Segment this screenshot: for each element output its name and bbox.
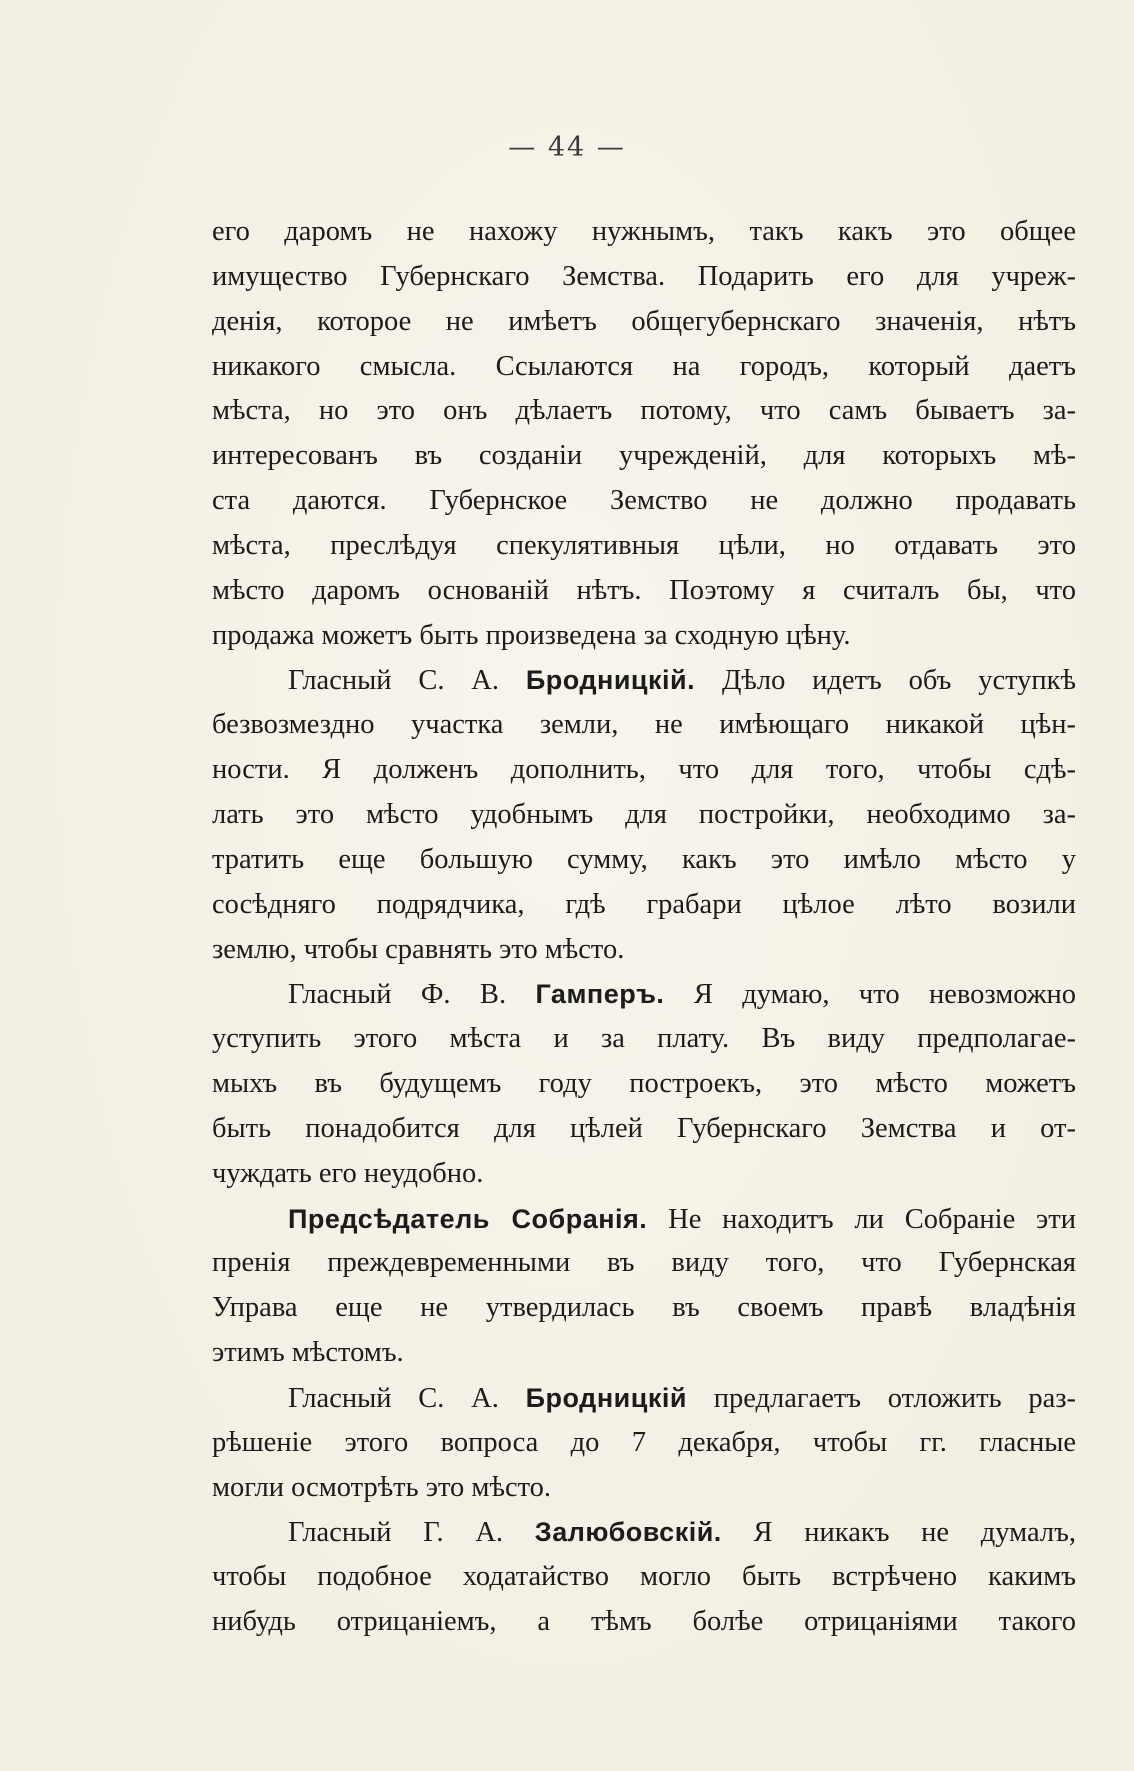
page-number: — 44 — — [508, 132, 626, 163]
text-line: интересованъ въ созданіи учрежденій, для которыхъ мѣ- — [212, 440, 1076, 472]
text-line: мыхъ въ будущемъ году построекъ, это мѣсто можетъ — [212, 1068, 1076, 1100]
text-line: продажа можетъ быть произведена за сходную цѣну. — [212, 619, 851, 651]
speech-text: Дѣло идетъ объ уступкѣ — [721, 665, 1077, 697]
speech-line — [212, 1197, 1076, 1242]
text-line: сосѣдняго подрядчика, гдѣ грабари цѣлое лѣто возили — [212, 888, 1076, 920]
text-line: Управа еще не утвердилась въ своемъ правѣ владѣнія — [212, 1292, 1076, 1324]
speech-text: Я думаю, что невозможно — [693, 979, 1077, 1011]
text-line: ста даются. Губернское Земство не должно продавать — [212, 485, 1076, 517]
text-line: мѣста, преслѣдуя спекулятивныя цѣли, но отдавать это — [212, 529, 1076, 561]
speaker-name: Бродницкій — [525, 1382, 687, 1413]
speaker-prefix: Гласный С. А. — [288, 1382, 499, 1414]
speech-line — [212, 972, 1076, 1017]
speaker-prefix: Гласный С. А. — [288, 665, 500, 697]
text-line: рѣшеніе этого вопроса до 7 декабря, чтобы гг. гласные — [212, 1426, 1076, 1458]
speaker-prefix: Гласный Ф. В. — [288, 979, 507, 1011]
text-line: лать это мѣсто удобнымъ для постройки, необходимо за- — [212, 798, 1076, 830]
speech-text: предлагаетъ отложить раз- — [713, 1382, 1076, 1414]
text-line: никакого смысла. Ссылаются на городъ, который даетъ — [212, 350, 1076, 382]
text-line: могли осмотрѣть это мѣсто. — [212, 1471, 552, 1503]
speech-line — [212, 1376, 1076, 1421]
speech-line — [212, 1510, 1076, 1555]
text-line: мѣсто даромъ основаній нѣтъ. Поэтому я считалъ бы, что — [212, 574, 1076, 606]
speech-text: Я никакъ не думалъ, — [753, 1517, 1076, 1549]
text-line: мѣста, но это онъ дѣлаетъ потому, что самъ бываетъ за- — [212, 395, 1076, 427]
text-line: его даромъ не нахожу нужнымъ, такъ какъ это общее — [212, 216, 1076, 247]
text-line: этимъ мѣстомъ. — [212, 1337, 404, 1369]
text-line: тратить еще большую сумму, какъ это имѣло мѣсто у — [212, 843, 1076, 875]
speaker-prefix: Гласный Г. А. — [288, 1517, 504, 1549]
speaker-name: Предсѣдатель Собранія. — [288, 1203, 648, 1234]
text-line: денія, которое не имѣетъ общегубернскаго значенія, нѣтъ — [212, 305, 1076, 337]
speech-line — [212, 658, 1076, 703]
text-line: быть понадобится для цѣлей Губернскаго Земства и от- — [212, 1112, 1076, 1144]
speech-text: Не находитъ ли Собраніе эти — [668, 1203, 1076, 1235]
text-line: уступить этого мѣста и за плату. Въ виду предполагае- — [212, 1023, 1076, 1055]
text-line: чтобы подобное ходатайство могло быть встрѣчено какимъ — [212, 1561, 1076, 1593]
text-line: чуждать его неудобно. — [212, 1157, 484, 1189]
text-line: ности. Я долженъ дополнить, что для того, чтобы сдѣ- — [212, 754, 1076, 786]
speaker-name: Гамперъ. — [535, 979, 665, 1010]
body-text — [212, 210, 1076, 1645]
text-line: имущество Губернскаго Земства. Подарить его для учреж- — [212, 260, 1076, 292]
text-line: нибудь отрицаніемъ, а тѣмъ болѣе отрицаніями такого — [212, 1606, 1076, 1638]
speaker-name: Залюбовскій. — [534, 1517, 722, 1548]
text-line: безвозмездно участка земли, не имѣющаго никакой цѣн- — [212, 709, 1076, 741]
text-line: пренія преждевременными въ виду того, что Губернская — [212, 1247, 1076, 1279]
speaker-name: Бродницкій. — [525, 665, 696, 696]
text-line: землю, чтобы сравнять это мѣсто. — [212, 933, 625, 965]
